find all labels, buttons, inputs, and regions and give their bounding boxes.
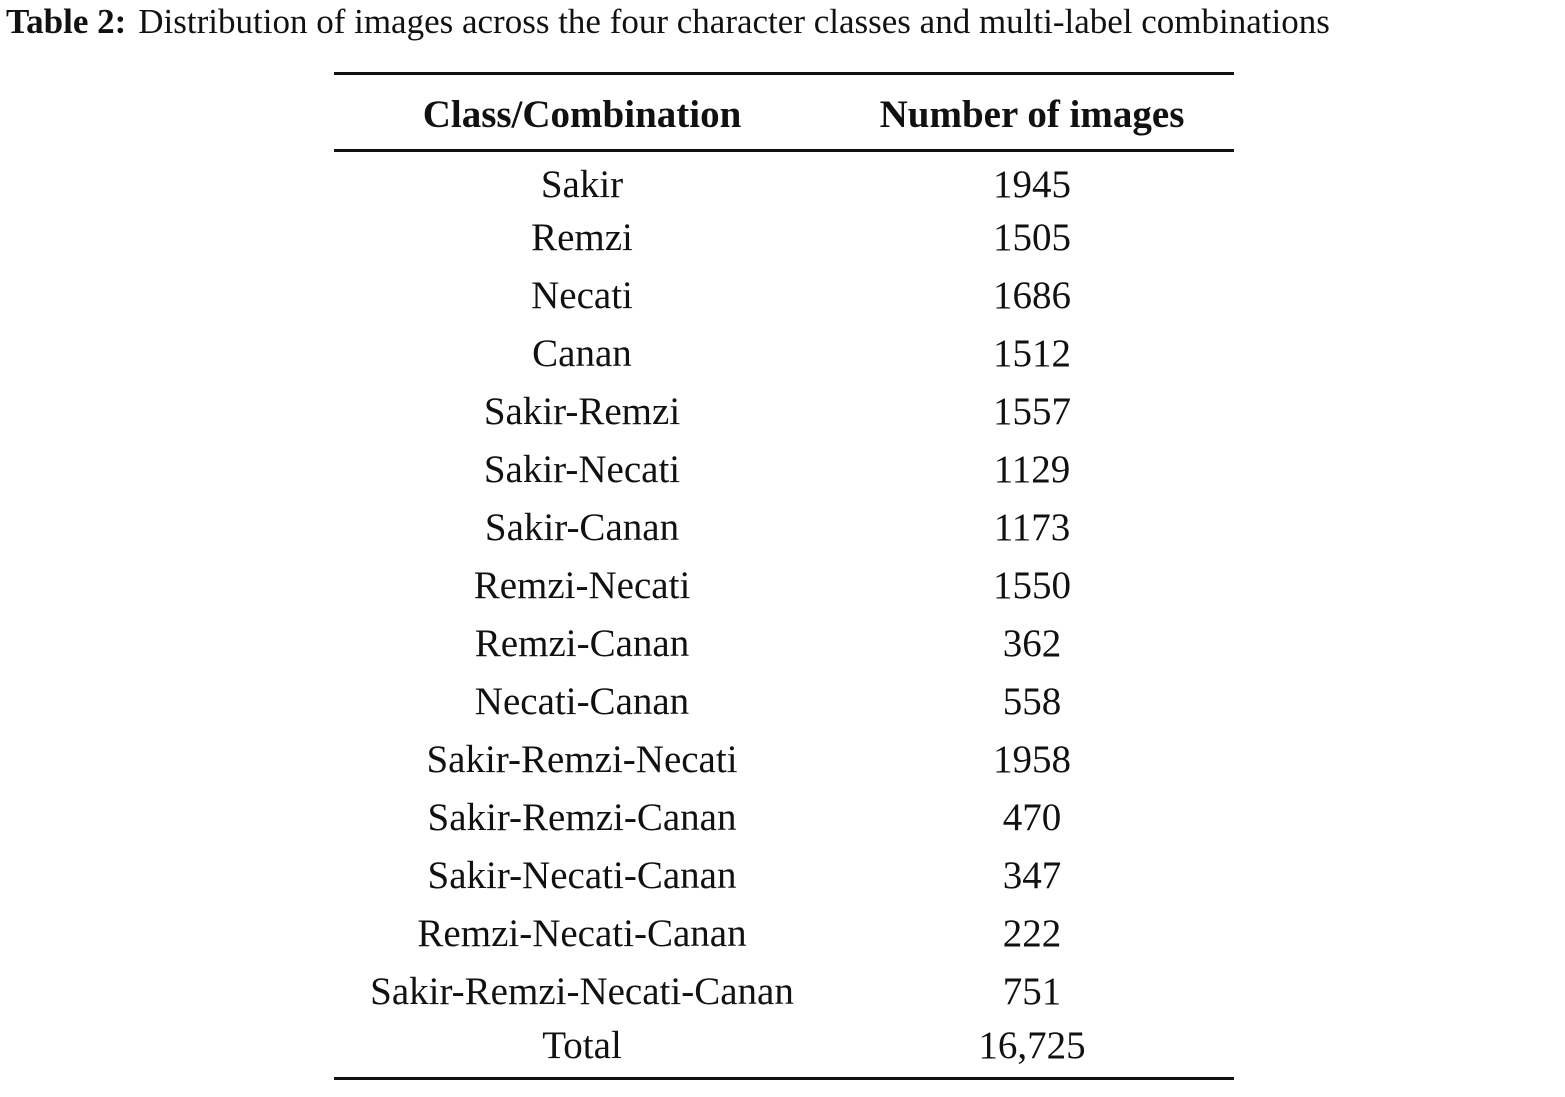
count-cell: 1686 bbox=[993, 274, 1071, 317]
count-cell: 751 bbox=[1002, 970, 1062, 1013]
count-cell: 470 bbox=[1002, 796, 1062, 839]
class-cell: Remzi-Necati-Canan bbox=[417, 912, 747, 955]
count-cell: 1550 bbox=[993, 564, 1071, 607]
class-cell: Sakir-Necati bbox=[483, 448, 681, 491]
count-cell: 1945 bbox=[993, 162, 1071, 206]
table-row bbox=[334, 151, 1234, 209]
table-row bbox=[334, 789, 1234, 847]
distribution-table bbox=[334, 72, 1234, 1080]
class-cell: Sakir-Remzi-Necati-Canan bbox=[370, 970, 794, 1013]
table-row bbox=[334, 383, 1234, 441]
table-row bbox=[334, 905, 1234, 963]
table-row bbox=[334, 441, 1234, 499]
count-cell: 1512 bbox=[993, 332, 1071, 375]
class-cell: Remzi bbox=[531, 216, 633, 259]
count-cell: 1129 bbox=[993, 448, 1071, 491]
count-cell: 222 bbox=[1002, 912, 1062, 955]
table-row bbox=[334, 615, 1234, 673]
table-row bbox=[334, 267, 1234, 325]
table-row bbox=[334, 499, 1234, 557]
class-cell: Sakir-Remzi-Necati bbox=[426, 738, 738, 781]
count-cell: 1958 bbox=[993, 738, 1071, 781]
class-cell: Canan bbox=[532, 332, 632, 375]
class-cell: Remzi-Canan bbox=[474, 622, 690, 665]
count-cell: 558 bbox=[1002, 680, 1062, 723]
table-caption-label: Table 2: bbox=[6, 2, 127, 41]
table-row bbox=[334, 557, 1234, 615]
table-caption-text: Distribution of images across the four character classes and multi-label combinations bbox=[138, 2, 1330, 41]
class-cell: Sakir-Canan bbox=[484, 506, 680, 549]
table-body bbox=[334, 151, 1234, 1079]
table-row bbox=[334, 731, 1234, 789]
class-cell: Necati bbox=[531, 274, 633, 317]
column-header-count: Number of images bbox=[830, 74, 1234, 151]
count-cell: 1557 bbox=[993, 390, 1071, 433]
table-row bbox=[334, 325, 1234, 383]
table-header-row bbox=[334, 74, 1234, 151]
count-cell: 1505 bbox=[993, 216, 1071, 259]
total-label-cell: Total bbox=[334, 1021, 830, 1079]
count-cell: 1173 bbox=[993, 506, 1071, 549]
class-cell: Sakir bbox=[540, 162, 624, 206]
table-row bbox=[334, 673, 1234, 731]
table-row bbox=[334, 209, 1234, 267]
table-caption bbox=[6, 0, 1565, 44]
table-row bbox=[334, 963, 1234, 1021]
column-header-class: Class/Combination bbox=[334, 74, 830, 151]
count-cell: 362 bbox=[1002, 622, 1062, 665]
class-cell: Necati-Canan bbox=[474, 680, 690, 723]
total-count-cell: 16,725 bbox=[830, 1021, 1234, 1079]
class-cell: Remzi-Necati bbox=[473, 564, 691, 607]
total-row bbox=[334, 1021, 1234, 1079]
class-cell: Sakir-Remzi-Canan bbox=[427, 796, 737, 839]
class-cell: Sakir-Necati-Canan bbox=[427, 854, 737, 897]
table-row bbox=[334, 847, 1234, 905]
class-cell: Sakir-Remzi bbox=[483, 390, 681, 433]
count-cell: 347 bbox=[1002, 854, 1062, 897]
